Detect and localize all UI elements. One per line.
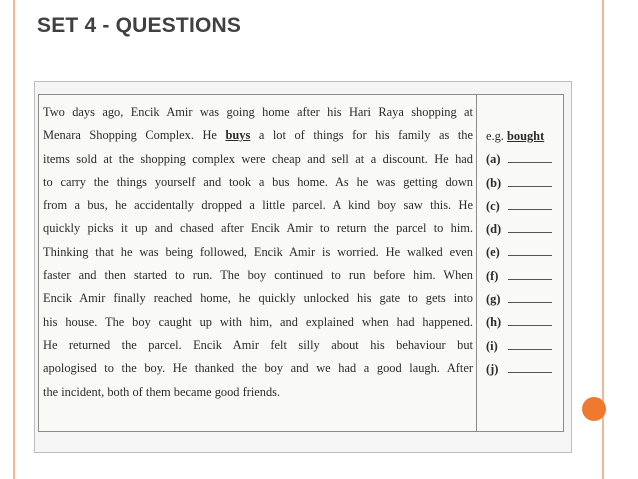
passage-line: quickly picks it up and chased after Encik Amir to return the parcel to him. [43,221,473,236]
answer-blank[interactable] [508,195,552,210]
answer-row: (d) [486,218,562,241]
answer-blank[interactable] [508,358,552,373]
passage-line: items sold at the shopping complex were cheap and sell at a discount. He had [43,151,473,166]
answer-row: (h) [486,311,562,334]
passage-line: to carry the things yourself and took a bus home. As he was getting down [43,174,473,189]
answer-row: (a) [486,148,562,171]
passage-line: Two days ago, Encik Amir was going home after his Hari Raya shopping at [43,105,473,119]
passage-line: He returned the parcel. Encik Amir felt silly about his behaviour but [43,337,473,352]
answer-row: (c) [486,195,562,218]
passage-line: Encik Amir finally reached home, he quickly unlocked his gate to gets into [43,291,473,306]
answer-blank[interactable] [508,148,552,163]
slide-title: SET 4 - QUESTIONS [37,14,242,37]
answer-row: (g) [486,288,562,311]
answer-blank[interactable] [508,218,552,233]
answer-blank[interactable] [508,265,552,280]
worksheet-scan [34,81,572,453]
worksheet-box [38,94,564,432]
answer-blank[interactable] [508,241,552,256]
passage-line: from a bus, he accidentally dropped a little parcel. A kind boy saw this. He [43,198,473,213]
answer-row: (i) [486,335,562,358]
passage-line: apologised to the boy. He thanked the boy and we had a good laugh. After [43,361,473,376]
answer-blank[interactable] [508,311,552,326]
answer-blank[interactable] [508,335,552,350]
answer-blank[interactable] [508,288,552,303]
passage-line: Menara Shopping Complex. He buys a lot of things for his family as the [43,128,473,143]
error-word-example: buys [225,128,251,143]
left-decorative-rule [13,0,15,479]
answer-row: (e) [486,241,562,264]
passage-text [43,101,473,404]
answer-row: (j) [486,358,562,381]
orange-dot-decoration [582,397,606,421]
answer-blank[interactable] [508,172,552,187]
answer-row: (b) [486,172,562,195]
passage-line: the incident, both of them became good friends. [43,384,281,399]
passage-line: his house. The boy caught up with him, and explained when had happened. [43,314,473,329]
answer-example: e.g. bought [486,129,545,143]
passage-line: Thinking that he was being followed, Encik Amir is worried. He walked even [43,244,473,259]
passage-line: faster and then started to run. The boy continued to run before him. When [43,268,473,283]
column-divider [476,95,477,431]
answer-row: (f) [486,265,562,288]
answer-column [486,125,562,381]
